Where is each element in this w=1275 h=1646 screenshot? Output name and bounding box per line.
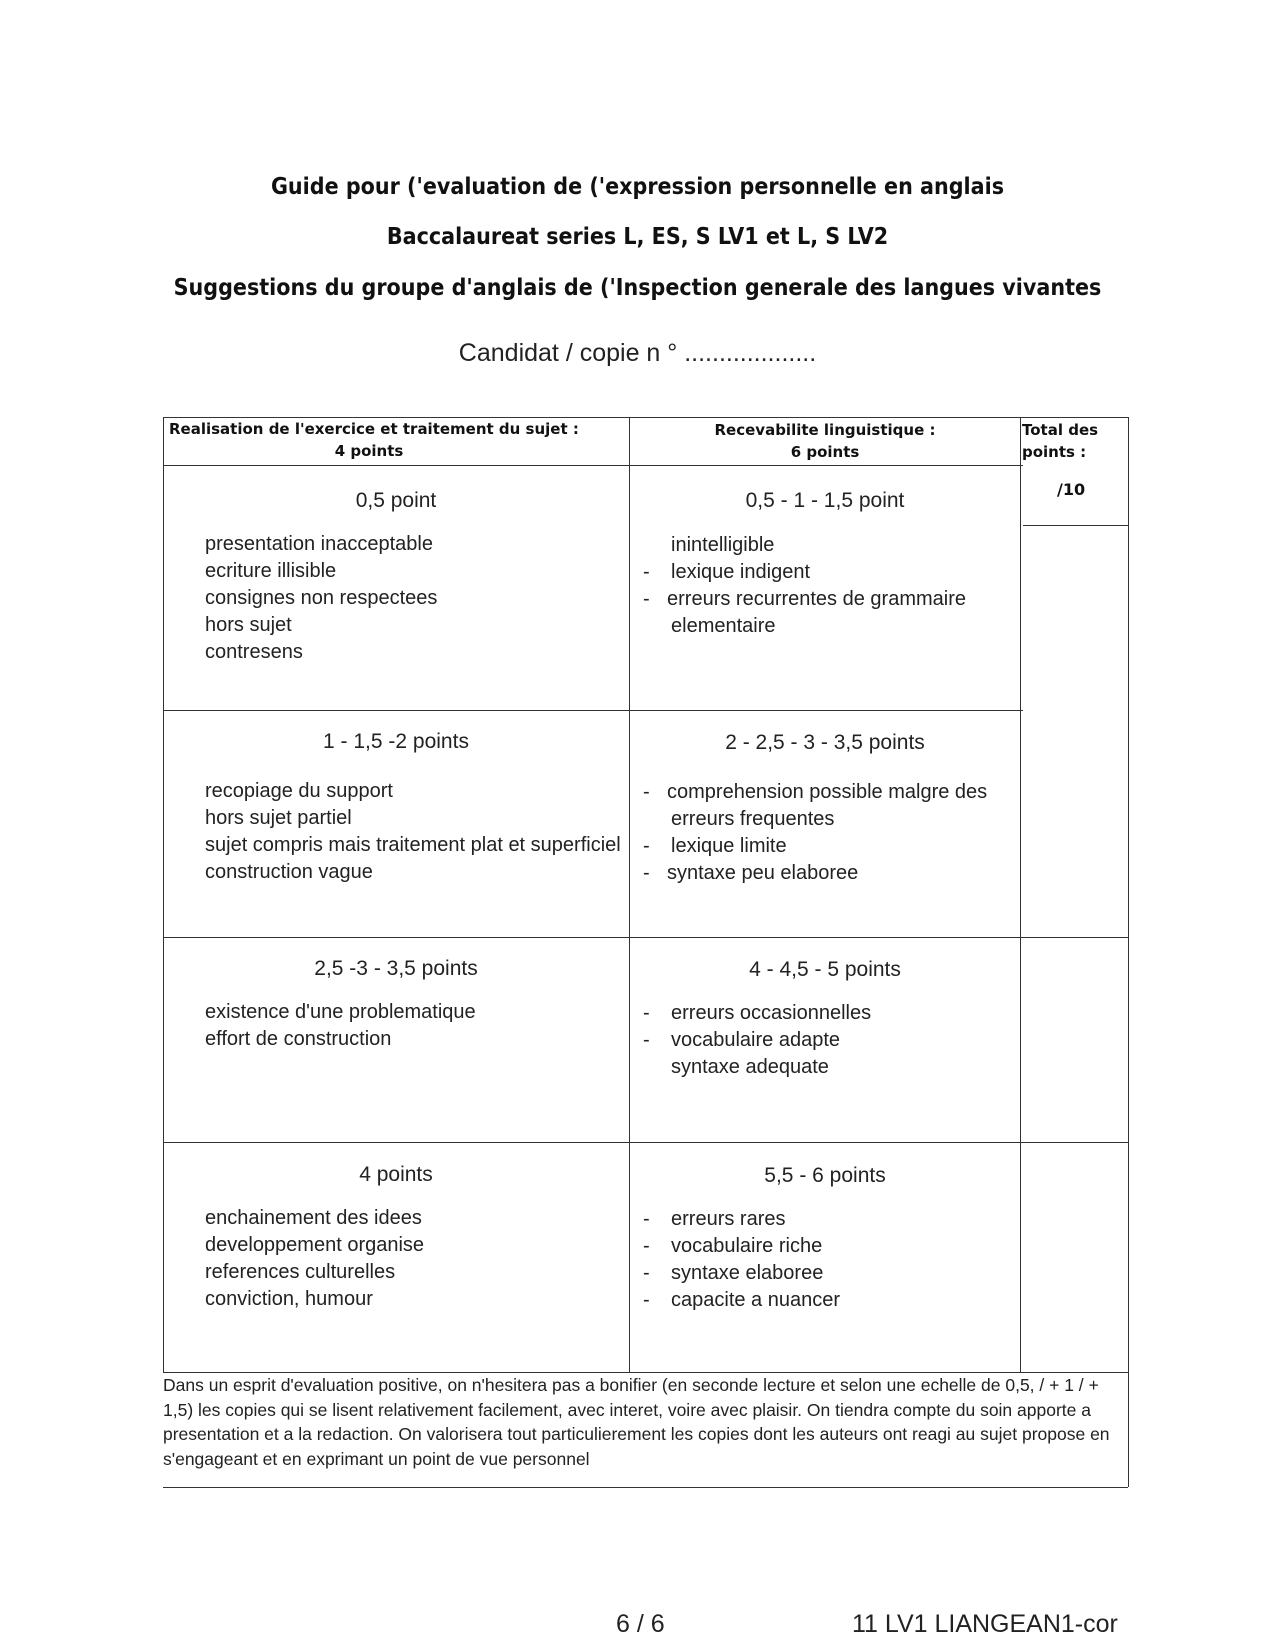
- list-item: [643, 586, 966, 613]
- list-item: [671, 1054, 871, 1081]
- bullet-dash: -: [643, 1208, 650, 1230]
- list-item-text: capacite a nuancer: [671, 1289, 841, 1311]
- list-item: ecriture illisible: [205, 560, 337, 582]
- list-item: references culturelles: [205, 1261, 396, 1283]
- list-item-text: syntaxe elaboree: [671, 1262, 824, 1284]
- table-right-border: [1128, 417, 1129, 1487]
- list-item-text: lexique indigent: [671, 561, 810, 583]
- document-code: 11 LV1 LIANGEAN1-cor: [852, 1610, 1118, 1638]
- list-item: hors sujet: [205, 614, 292, 636]
- header-total-line2: points :: [1022, 443, 1087, 461]
- list-item: existence d'une problematique: [205, 1001, 476, 1023]
- list-item: [643, 833, 987, 860]
- bullet-dash: -: [643, 561, 650, 583]
- list-item: [643, 1000, 872, 1027]
- list-item-text: lexique limite: [671, 835, 787, 857]
- header-total: [1022, 419, 1126, 463]
- row3-right-score: 4 - 4,5 - 5 points: [749, 958, 901, 981]
- list-item-text: erreurs frequentes: [671, 808, 835, 830]
- row1-left-list: [205, 531, 437, 666]
- list-item-text: erreurs occasionnelles: [671, 1002, 872, 1024]
- list-item: [643, 1260, 840, 1287]
- table-bottom-border: [163, 1487, 1128, 1488]
- list-item-text: syntaxe adequate: [671, 1056, 829, 1078]
- list-item-text: comprehension possible malgre des: [667, 781, 988, 803]
- list-item: enchainement des idees: [205, 1207, 422, 1229]
- list-item: [643, 1287, 841, 1314]
- header-recevabilite: [630, 419, 1020, 463]
- list-item: [671, 806, 987, 833]
- list-item: [643, 779, 988, 806]
- row3-left-list: [205, 999, 476, 1053]
- row-separator-3: [163, 1142, 1128, 1143]
- list-item: presentation inacceptable: [205, 533, 433, 555]
- list-item-text: vocabulaire adapte: [671, 1029, 841, 1051]
- title-line-2: Baccalaureat series L, ES, S LV1 et L, S LV2: [386, 224, 889, 250]
- bullet-dash: -: [643, 862, 650, 884]
- bullet-dash: -: [643, 1235, 650, 1257]
- bullet-dash: -: [643, 588, 650, 610]
- row3-left-score: 2,5 -3 - 3,5 points: [314, 957, 478, 980]
- row4-right-list: [643, 1206, 841, 1314]
- bullet-dash: -: [643, 1029, 650, 1051]
- column-divider-2: [1020, 417, 1021, 1372]
- candidate-label: Candidat / copie n ° ...................: [458, 339, 817, 367]
- bullet-dash: -: [643, 835, 650, 857]
- list-item-text: elementaire: [671, 615, 776, 637]
- list-item: recopiage du support: [205, 780, 393, 802]
- bullet-dash: -: [643, 1289, 650, 1311]
- header-total-line1: Total des: [1022, 421, 1099, 439]
- list-item: conviction, humour: [205, 1288, 373, 1310]
- row4-right-score: 5,5 - 6 points: [764, 1164, 886, 1187]
- list-item-text: erreurs rares: [671, 1208, 786, 1230]
- list-item: [643, 1206, 840, 1233]
- total-separator: [1023, 525, 1128, 526]
- bonus-note: Dans un esprit d'evaluation positive, on n'hesitera pas a bonifier (en seconde lecture et selon une echelle de 0,5, / + 1 / + 1,5) les copies qui se lisent relativement facilement, avec interet, voire avec plaisir. On tiendra compte du soin apporte a presentation et a la redaction. On valorisera tout particulierement les copies dont les auteurs ont reagi au sujet propose en s'engageant et en exprimant un point de vue personnel: [163, 1375, 1110, 1469]
- list-item: hors sujet partiel: [205, 807, 352, 829]
- row-separator-1: [163, 710, 1023, 711]
- list-item: [643, 559, 966, 586]
- total-score-value: /10: [1057, 480, 1086, 499]
- list-item: effort de construction: [205, 1028, 392, 1050]
- bullet-dash: -: [643, 1262, 650, 1284]
- row3-right-list: [643, 1000, 872, 1081]
- list-item: [643, 860, 987, 887]
- list-item: consignes non respectees: [205, 587, 438, 609]
- row2-left-list: [205, 778, 621, 886]
- title-line-1: Guide pour ('evaluation de ('expression personnelle en anglais: [270, 174, 1005, 200]
- row1-right-score: 0,5 - 1 - 1,5 point: [745, 489, 905, 512]
- title-line-3: Suggestions du groupe d'anglais de ('Inspection generale des langues vivantes: [173, 275, 1102, 301]
- header-realisation-points: 4 points: [334, 442, 404, 460]
- list-item-text: vocabulaire riche: [671, 1235, 823, 1257]
- list-item-text: syntaxe peu elaboree: [667, 862, 859, 884]
- header-realisation: [169, 418, 624, 462]
- row2-right-list: [643, 779, 988, 887]
- row-separator-2: [163, 937, 1128, 938]
- row2-right-score: 2 - 2,5 - 3 - 3,5 points: [725, 731, 925, 754]
- header-realisation-title: Realisation de l'exercice et traitement du sujet :: [169, 420, 579, 438]
- column-divider-1: [629, 417, 630, 1372]
- list-item-text: inintelligible: [671, 534, 775, 556]
- list-item: construction vague: [205, 861, 373, 883]
- row4-left-score: 4 points: [359, 1163, 433, 1186]
- list-item: [671, 613, 966, 640]
- row1-right-list: [643, 532, 966, 640]
- list-item: [643, 1233, 840, 1260]
- list-item: contresens: [205, 641, 303, 663]
- list-item: developpement organise: [205, 1234, 425, 1256]
- header-separator: [163, 465, 1023, 466]
- list-item-text: erreurs recurrentes de grammaire: [667, 588, 966, 610]
- row1-left-score: 0,5 point: [355, 489, 437, 512]
- bullet-dash: -: [643, 1002, 650, 1024]
- table-left-border: [163, 417, 164, 1372]
- bullet-dash: -: [643, 781, 650, 803]
- list-item: sujet compris mais traitement plat et superficiel: [205, 834, 621, 856]
- page-number: 6 / 6: [616, 1610, 665, 1638]
- header-recevabilite-title: Recevabilite linguistique :: [714, 421, 936, 439]
- list-item: [643, 1027, 871, 1054]
- row4-left-list: [205, 1205, 424, 1313]
- row2-left-score: 1 - 1,5 -2 points: [323, 730, 469, 753]
- list-item: [671, 532, 966, 559]
- header-recevabilite-points: 6 points: [790, 443, 860, 461]
